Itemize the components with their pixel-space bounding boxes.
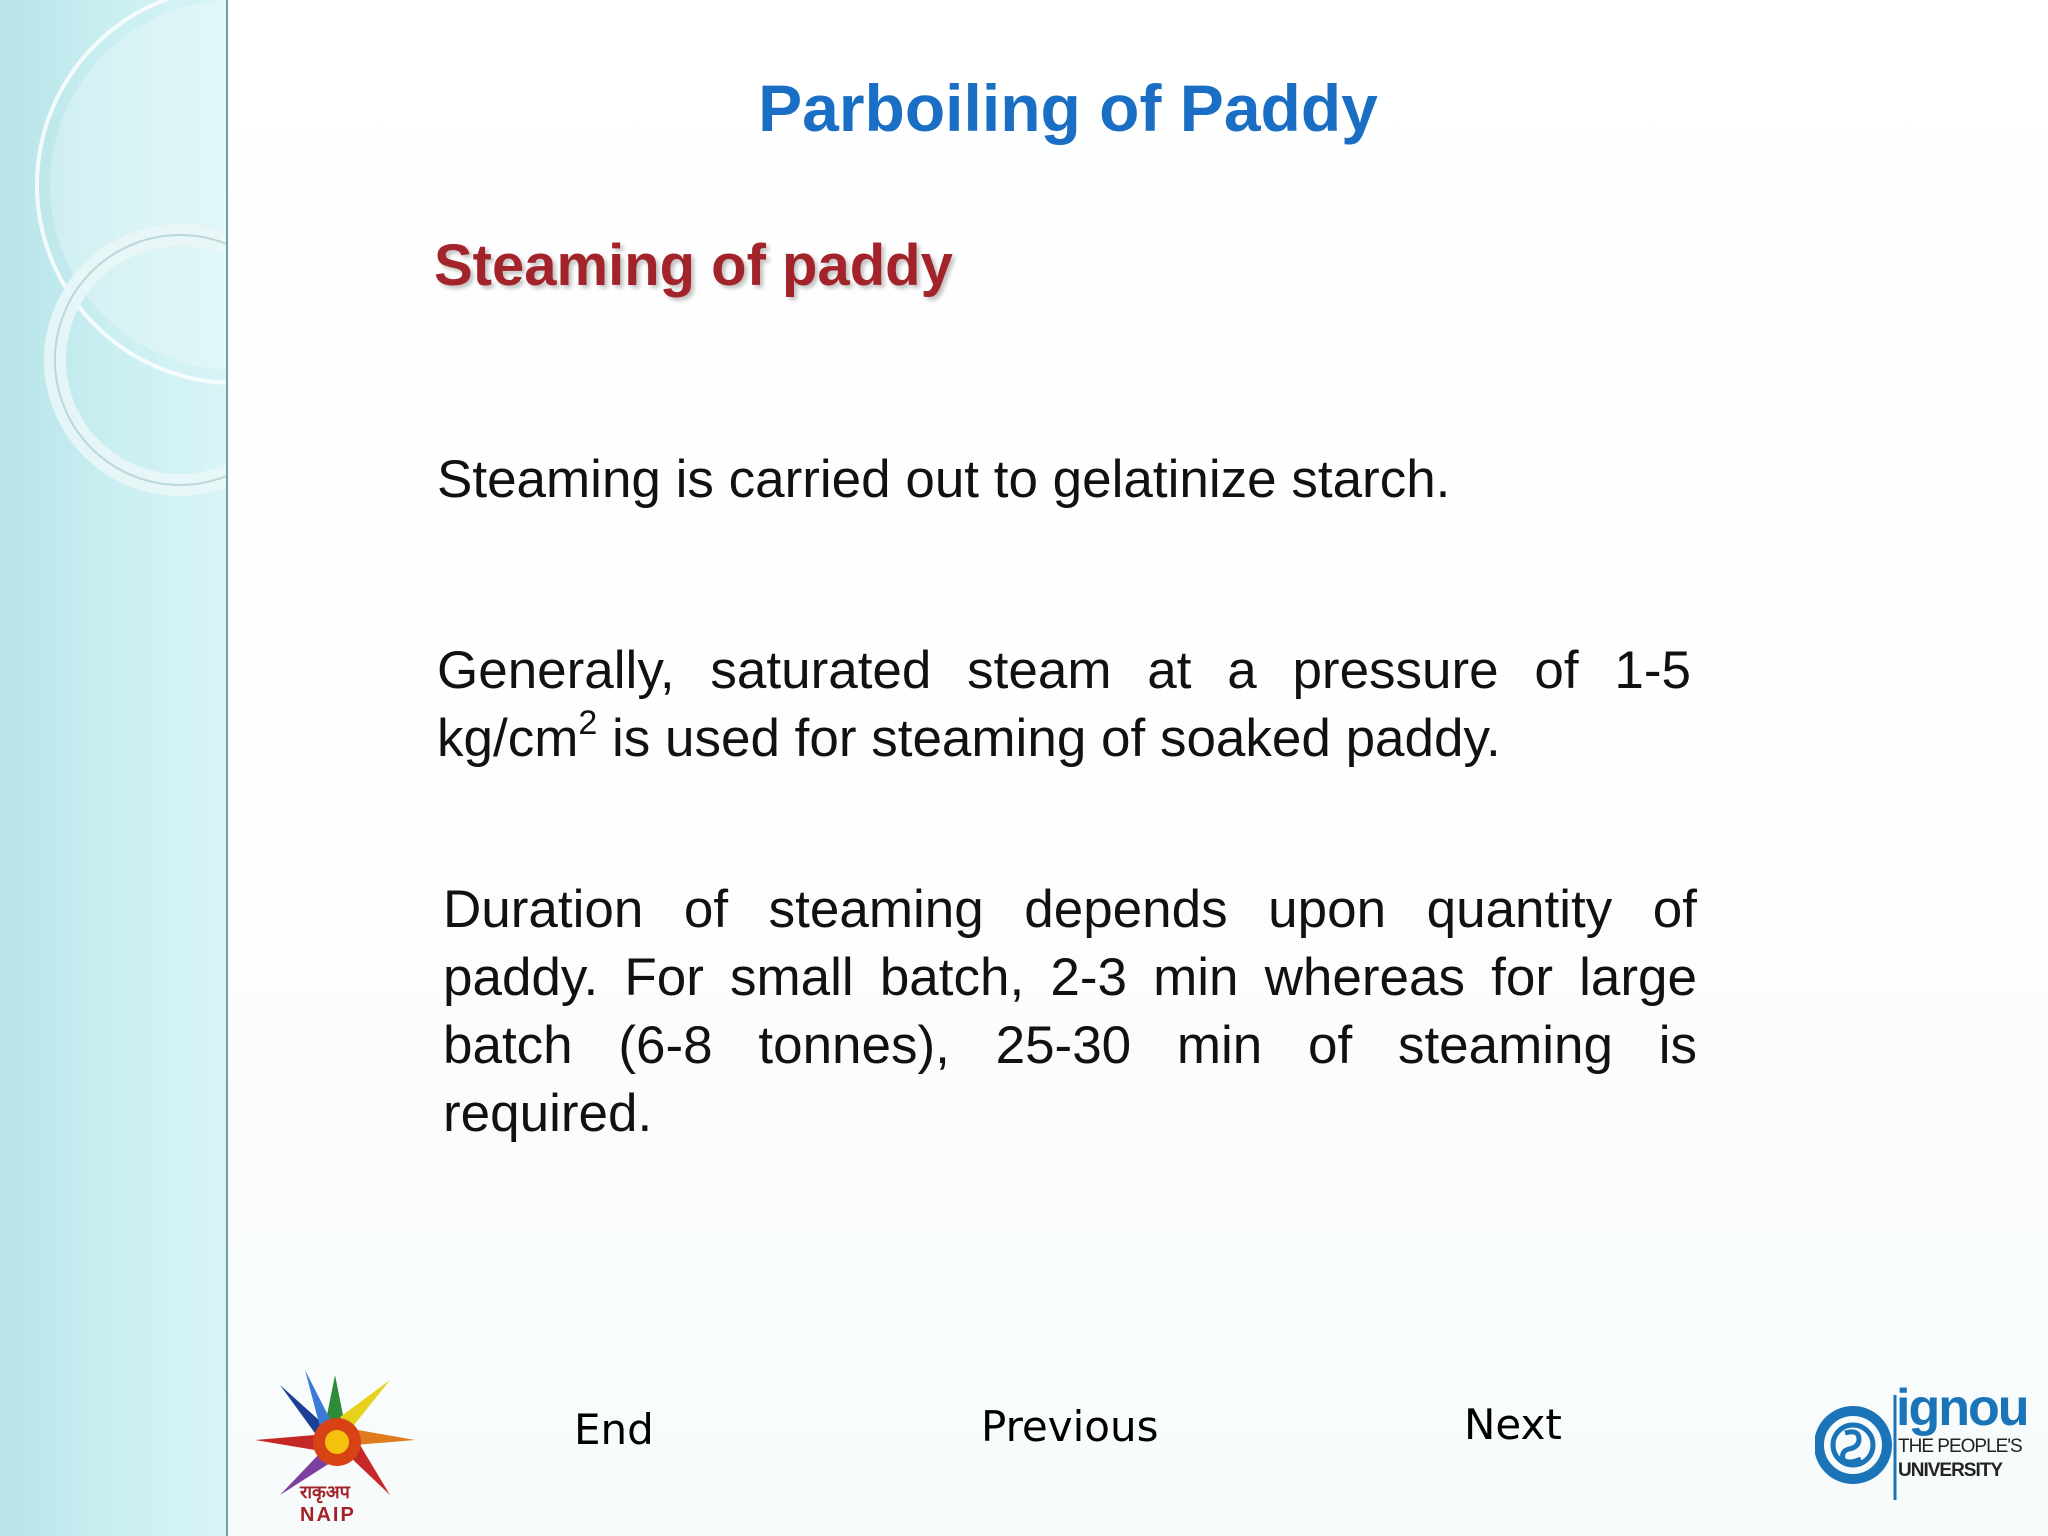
ignou-wordmark: ignou xyxy=(1896,1379,2028,1437)
decorative-rings-icon xyxy=(0,0,228,1536)
slide-title: Parboiling of Paddy xyxy=(758,71,1378,145)
next-button[interactable]: Next xyxy=(1464,1400,1562,1449)
previous-button[interactable]: Previous xyxy=(981,1402,1159,1451)
end-button[interactable]: End xyxy=(574,1405,654,1454)
decorative-side-strip xyxy=(0,0,228,1536)
superscript-2: 2 xyxy=(578,704,598,742)
paragraph-gelatinize: Steaming is carried out to gelatinize starch. xyxy=(437,450,1451,509)
naip-name: NAIP xyxy=(300,1504,356,1526)
naip-logo-text xyxy=(300,1480,356,1527)
steam-pressure-text-end: is used for steaming of soaked paddy. xyxy=(597,709,1501,768)
naip-devanagari: राकृअप xyxy=(300,1482,350,1503)
steam-pressure-text: Generally, saturated steam at a pressure of 1-5 kg/cm xyxy=(437,641,1691,768)
ignou-tagline-line2: UNIVERSITY xyxy=(1898,1460,2003,1481)
ignou-tagline-line1: THE PEOPLE'S xyxy=(1898,1436,2022,1457)
slide-subtitle: Steaming of paddy xyxy=(434,233,953,298)
paragraph-steam-pressure xyxy=(437,637,1691,773)
paragraph-duration: Duration of steaming depends upon quantity of paddy. For small batch, 2-3 min whereas for large batch (6-8 tonnes), 25-30 min of steaming is required. xyxy=(443,880,1697,1143)
